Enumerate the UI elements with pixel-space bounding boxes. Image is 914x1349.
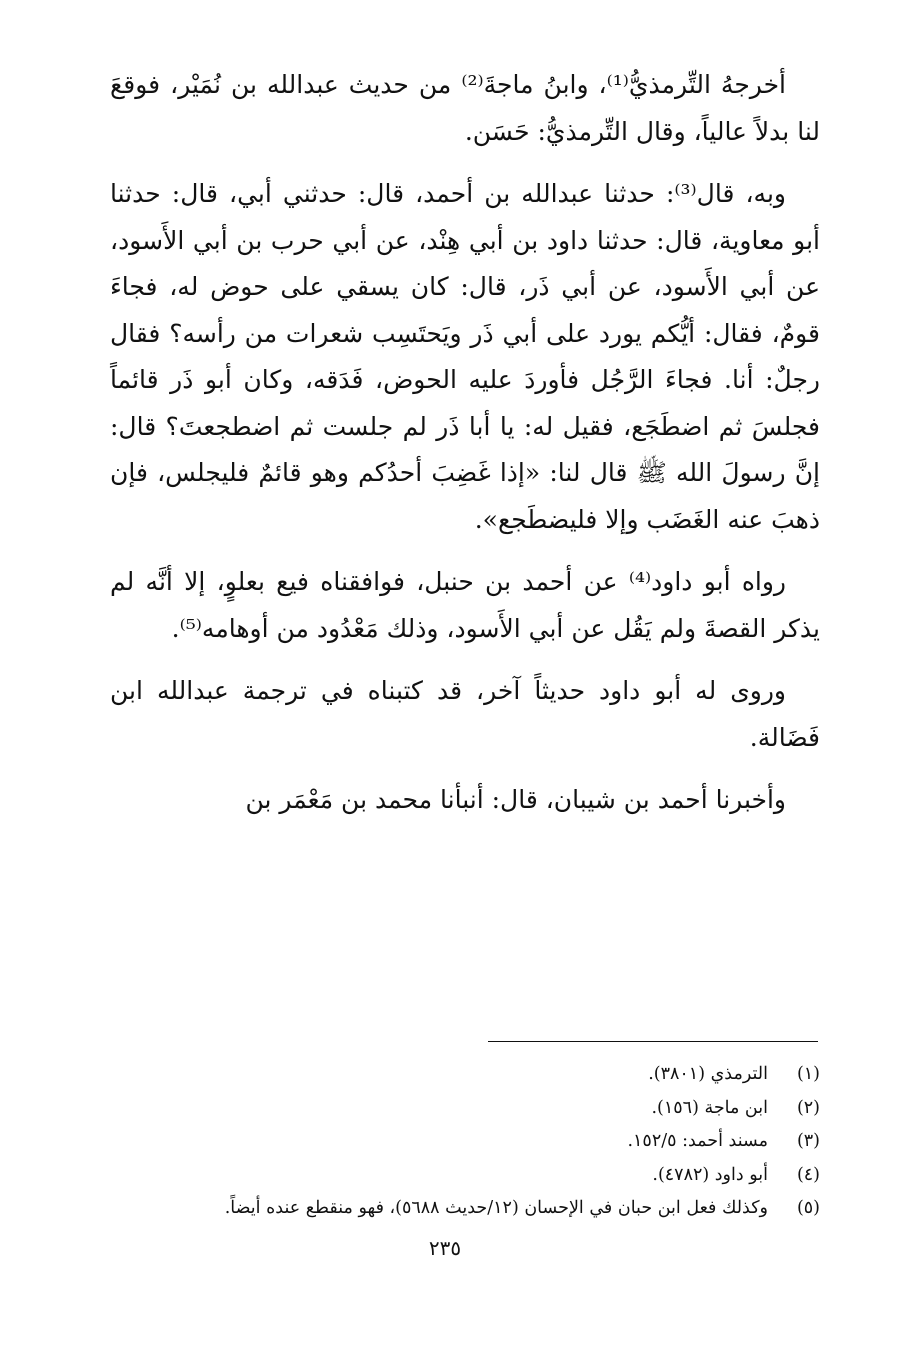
paragraph-hadith: وبه، قال⁽³⁾: حدثنا عبدالله بن أحمد، قال: حدثني أبي، قال: حدثنا أبو معاوية، قال: حدثنا داود بن أبي هِنْد، عن أبي حرب بن أبي الأَسود، عن أبي الأَسود، عن أبي ذَر، قال: كان يسقي على حوض له، فجاءَ قومٌ، فقال: أيُّكم يورد على أبي ذَر ويَحتَسِب شعرات من رأسه؟ فقال رجلٌ: أنا. فجاءَ الرَّجُل فأوردَ عليه الحوض، فَدَقه، وكان أبو ذَر قائماً فجلسَ ثم اضطَجَع، فقيل له: يا أبا ذَر لم جلست ثم اضطجعتَ؟ قال: إنَّ رسولَ الله ﷺ قال لنا: «إذا غَضِبَ أحدُكم وهو قائمٌ فليجلس، فإن ذهبَ عنه الغَضَب وإلا فليضطَجع». — [110, 179, 820, 534]
paragraph-other-hadith: وروى له أبو داود حديثاً آخر، قد كتبناه في ترجمة عبدالله ابن فَضَالة. — [110, 676, 820, 752]
footnote-number: (٥) — [796, 1198, 820, 1218]
footnote — [110, 1159, 820, 1193]
footnotes — [110, 1058, 820, 1226]
footnote-text: الترمذي (٣٨٠١). — [648, 1064, 768, 1084]
footnote — [110, 1125, 820, 1159]
paragraph-next-isnad: وأخبرنا أحمد بن شيبان، قال: أنبأنا محمد بن مَعْمَر بن — [245, 785, 786, 814]
footnote-separator — [488, 1041, 818, 1042]
footnote — [110, 1092, 820, 1126]
footnote-text: وكذلك فعل ابن حبان في الإحسان (١٢/حديث ٥٦٨٨)، فهو منقطع عنده أيضاً. — [224, 1198, 768, 1218]
paragraph-riwaya: رواه أبو داود⁽⁴⁾ عن أحمد بن حنبل، فوافقناه فيع بعلوٍ، إلا أنَّه لم يذكر القصةَ ولم يَقُل عن أبي الأَسود، وذلك مَعْدُود من أوهامه⁽⁵⁾. — [110, 567, 820, 643]
footnote-number: (٤) — [796, 1164, 820, 1185]
footnote-number: (٢) — [796, 1097, 820, 1118]
footnote-text: أبو داود (٤٧٨٢). — [652, 1164, 768, 1185]
footnote-text: ابن ماجة (١٥٦). — [651, 1097, 768, 1118]
footnote-number: (١) — [796, 1064, 820, 1084]
footnote-text: مسند أحمد: ١٥٢/٥. — [627, 1131, 768, 1151]
footnote — [110, 1058, 820, 1092]
footnote — [110, 1192, 820, 1226]
page-number: ٢٣٥ — [428, 1236, 462, 1260]
footnote-number: (٣) — [796, 1131, 820, 1151]
paragraph-takhrij: أخرجهُ التِّرمذيُّ⁽¹⁾، وابنُ ماجةَ⁽²⁾ من حديث عبدالله بن نُمَيْر، فوقعَ لنا بدلاً عالياً، وقال التِّرمذيُّ: حَسَن. — [110, 70, 820, 146]
main-text — [110, 62, 820, 840]
